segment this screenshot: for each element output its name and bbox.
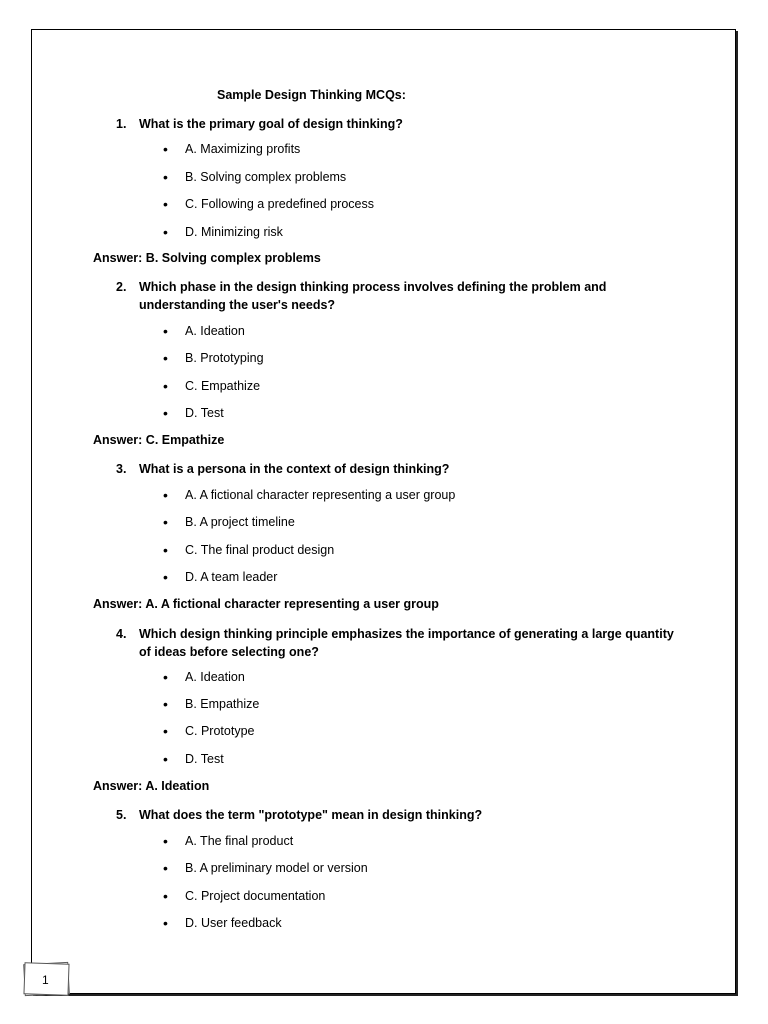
- answer-2: Answer: C. Empathize: [93, 433, 225, 447]
- question-number: 1.: [116, 117, 127, 131]
- option-text: D. Test: [185, 752, 224, 766]
- bullet-icon: •: [163, 350, 168, 366]
- option-text: C. Prototype: [185, 724, 255, 738]
- option-text: B. A project timeline: [185, 515, 295, 529]
- option-text: A. Ideation: [185, 324, 245, 338]
- question-text: What is a persona in the context of design thinking?: [139, 462, 450, 476]
- option-text: B. A preliminary model or version: [185, 861, 368, 875]
- question-number: 5.: [116, 808, 127, 822]
- bullet-icon: •: [163, 723, 168, 739]
- option-text: D. Minimizing risk: [185, 225, 283, 239]
- option-text: A. A fictional character representing a user group: [185, 488, 456, 502]
- document-title: Sample Design Thinking MCQs:: [217, 88, 406, 102]
- option-text: D. User feedback: [185, 916, 282, 930]
- question-text: Which design thinking principle emphasizes the importance of generating a large quantity of ideas before selecting one?: [139, 627, 674, 659]
- bullet-icon: •: [163, 405, 168, 421]
- option-text: A. Ideation: [185, 670, 245, 684]
- bullet-icon: •: [163, 323, 168, 339]
- question-number: 2.: [116, 280, 127, 294]
- option-text: D. Test: [185, 406, 224, 420]
- option-text: C. Following a predefined process: [185, 197, 374, 211]
- bullet-icon: •: [163, 569, 168, 585]
- answer-1: Answer: B. Solving complex problems: [93, 251, 321, 265]
- answer-4: Answer: A. Ideation: [93, 779, 210, 793]
- bullet-icon: •: [163, 696, 168, 712]
- option-text: B. Prototyping: [185, 351, 264, 365]
- question-text: What is the primary goal of design thinking?: [139, 117, 403, 131]
- bullet-icon: •: [163, 669, 168, 685]
- bullet-icon: •: [163, 514, 168, 530]
- option-text: D. A team leader: [185, 570, 278, 584]
- question-number: 4.: [116, 627, 127, 641]
- option-text: C. Project documentation: [185, 889, 326, 903]
- question-number: 3.: [116, 462, 127, 476]
- bullet-icon: •: [163, 196, 168, 212]
- bullet-icon: •: [163, 860, 168, 876]
- answer-3: Answer: A. A fictional character representing a user group: [93, 597, 439, 611]
- bullet-icon: •: [163, 487, 168, 503]
- page-number: 1: [42, 973, 49, 987]
- bullet-icon: •: [163, 378, 168, 394]
- bullet-icon: •: [163, 751, 168, 767]
- option-text: C. Empathize: [185, 379, 261, 393]
- bullet-icon: •: [163, 169, 168, 185]
- bullet-icon: •: [163, 224, 168, 240]
- option-text: C. The final product design: [185, 543, 335, 557]
- bullet-icon: •: [163, 833, 168, 849]
- bullet-icon: •: [163, 915, 168, 931]
- question-text: Which phase in the design thinking process involves defining the problem and understanding the user's needs?: [139, 280, 607, 312]
- page-number-box: [24, 963, 69, 995]
- question-text: What does the term "prototype" mean in design thinking?: [139, 808, 483, 822]
- option-text: B. Empathize: [185, 697, 260, 711]
- bullet-icon: •: [163, 542, 168, 558]
- bullet-icon: •: [163, 888, 168, 904]
- bullet-icon: •: [163, 141, 168, 157]
- option-text: A. The final product: [185, 834, 294, 848]
- option-text: A. Maximizing profits: [185, 142, 301, 156]
- page-border: [31, 29, 736, 994]
- option-text: B. Solving complex problems: [185, 170, 347, 184]
